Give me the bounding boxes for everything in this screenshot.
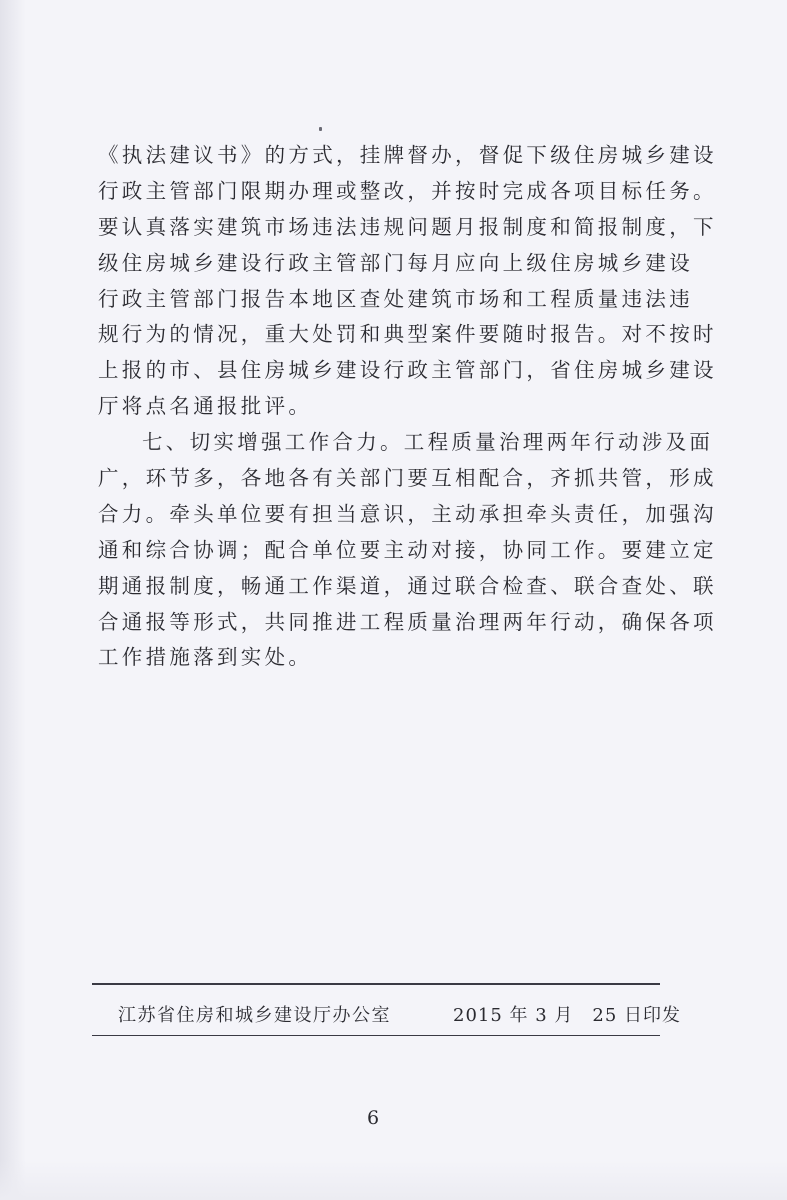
text-line: 行政主管部门报告本地区查处建筑市场和工程质量违法违 bbox=[98, 286, 693, 311]
text-line: 要认真落实建筑市场违法违规问题月报制度和简报制度，下 bbox=[98, 214, 717, 239]
document-body bbox=[98, 138, 717, 676]
footer-top-rule bbox=[92, 983, 660, 985]
text-line: 工作措施落到实处。 bbox=[98, 645, 313, 670]
issuing-office: 江苏省住房和城乡建设厅办公室 bbox=[118, 1005, 391, 1026]
text-line: 级住房城乡建设行政主管部门每月应向上级住房城乡建设 bbox=[98, 250, 693, 275]
text-line: 上报的市、县住房城乡建设行政主管部门，省住房城乡建设 bbox=[98, 358, 717, 383]
footer-bottom-rule bbox=[92, 1035, 660, 1036]
text-line: 广，环节多，各地各有关部门要互相配合，齐抓共管，形成 bbox=[98, 466, 717, 491]
text-line: 合通报等形式，共同推进工程质量治理两年行动，确保各项 bbox=[98, 609, 717, 634]
text-line: 规行为的情况，重大处罚和典型案件要随时报告。对不按时 bbox=[98, 322, 717, 347]
text-line: 行政主管部门限期办理或整改，并按时完成各项目标任务。 bbox=[98, 178, 717, 203]
text-line: 通和综合协调；配合单位要主动对接，协同工作。要建立定 bbox=[98, 537, 717, 562]
text-line: 《执法建议书》的方式，挂牌督办，督促下级住房城乡建设 bbox=[98, 143, 717, 167]
page-edge-shadow bbox=[0, 0, 26, 1200]
section-heading-line: 七、切实增强工作合力。工程质量治理两年行动涉及面 bbox=[142, 430, 714, 455]
issue-date: 2015 年 3 月 25 日印发 bbox=[453, 1005, 682, 1026]
page-bottom-shadow bbox=[0, 1160, 787, 1200]
text-line: 期通报制度，畅通工作渠道，通过联合检查、联合查处、联 bbox=[98, 573, 717, 598]
scan-speck bbox=[319, 127, 322, 131]
text-line: 合力。牵头单位要有担当意识，主动承担牵头责任，加强沟 bbox=[98, 501, 717, 526]
page-number: 6 bbox=[366, 1107, 380, 1129]
text-line: 厅将点名通报批评。 bbox=[98, 394, 313, 419]
